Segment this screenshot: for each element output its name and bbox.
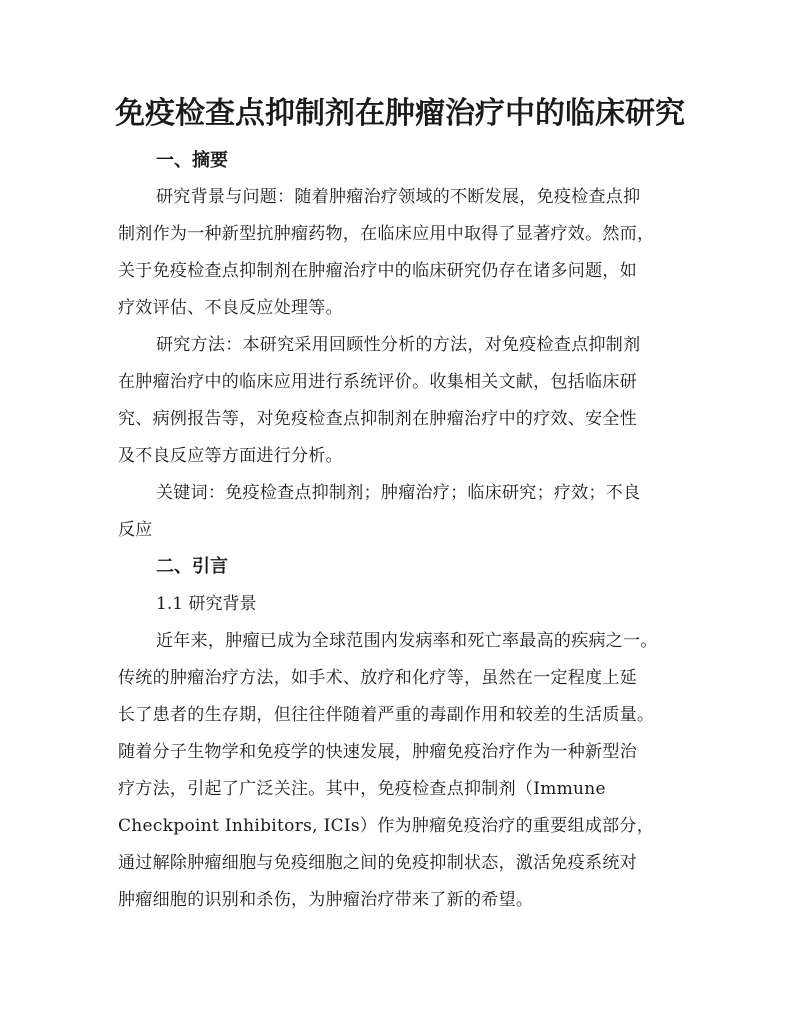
paragraph-line: 制剂作为一种新型抗肿瘤药物，在临床应用中取得了显著疗效。然而，	[118, 224, 655, 244]
paragraph-line: Checkpoint Inhibitors, ICIs）作为肿瘤免疫治疗的重要组成部分，	[118, 816, 655, 836]
paragraph-line: 在肿瘤治疗中的临床应用进行系统评价。收集相关文献，包括临床研	[118, 372, 637, 392]
paragraph-line: 研究方法：本研究采用回顾性分析的方法，对免疫检查点抑制剂	[156, 335, 641, 355]
section-heading-introduction: 二、引言	[156, 556, 228, 577]
document-title: 免疫检查点抑制剂在肿瘤治疗中的临床研究	[115, 96, 685, 131]
paragraph-line: 及不良反应等方面进行分析。	[118, 446, 343, 466]
paragraph-line: 关于免疫检查点抑制剂在肿瘤治疗中的临床研究仍存在诸多问题，如	[118, 261, 637, 281]
paragraph-line: 肿瘤细胞的识别和杀伤，为肿瘤治疗带来了新的希望。	[118, 890, 534, 910]
paragraph-line: 研究背景与问题：随着肿瘤治疗领域的不断发展，免疫检查点抑	[156, 187, 641, 207]
subsection-heading-background: 1.1 研究背景	[156, 594, 257, 614]
paragraph-line: 疗效评估、不良反应处理等。	[118, 298, 343, 318]
keywords-line: 反应	[118, 520, 153, 540]
paragraph-line: 近年来，肿瘤已成为全球范围内发病率和死亡率最高的疾病之一。	[156, 631, 658, 651]
paragraph-line: 究、病例报告等，对免疫检查点抑制剂在肿瘤治疗中的疗效、安全性	[118, 409, 637, 429]
paragraph-line: 疗方法，引起了广泛关注。其中，免疫检查点抑制剂（Immune	[118, 779, 606, 799]
paragraph-line: 长了患者的生存期，但往往伴随着严重的毒副作用和较差的生活质量。	[118, 705, 655, 725]
section-heading-abstract: 一、摘要	[156, 150, 228, 171]
paragraph-line: 传统的肿瘤治疗方法，如手术、放疗和化疗等，虽然在一定程度上延	[118, 668, 637, 688]
keywords-line: 关键词：免疫检查点抑制剂；肿瘤治疗；临床研究；疗效；不良	[156, 483, 641, 503]
paragraph-line: 通过解除肿瘤细胞与免疫细胞之间的免疫抑制状态，激活免疫系统对	[118, 853, 637, 873]
paragraph-line: 随着分子生物学和免疫学的快速发展，肿瘤免疫治疗作为一种新型治	[118, 742, 637, 762]
